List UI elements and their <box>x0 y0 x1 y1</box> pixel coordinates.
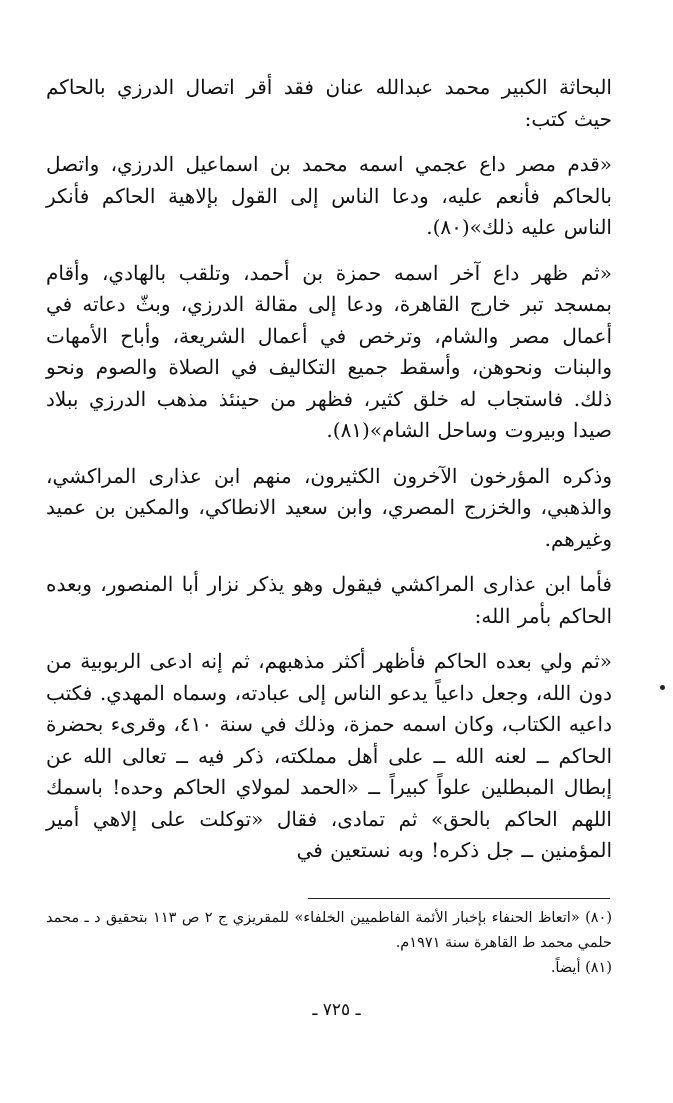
footnote-81: (٨١) أيضاً. <box>550 960 612 976</box>
page-number: ـ ٧٢٥ ـ <box>312 1000 361 1020</box>
paragraph-ibn-idhari: فأما ابن عذارى المراكشي فيقول وهو يذكر نزار أبا المنصور، وبعده الحاكم بأمر الله: <box>46 572 612 628</box>
page-body <box>46 72 612 881</box>
paragraph-intro: البحاثة الكبير محمد عبدالله عنان فقد أقر اتصال الدرزي بالحاكم حيث كتب: <box>46 75 612 131</box>
margin-mark <box>660 685 665 690</box>
paragraph-historians: وذكره المؤرخون الآخرون الكثيرون، منهم ابن عذارى المراكشي، والذهبي، والخزرج المصري، وابن سعيد الانطاكي، والمكين بن عميد وغيرهم. <box>46 463 612 551</box>
footnotes <box>46 906 612 981</box>
paragraph-quote-hakim: «ثم ولي بعده الحاكم فأظهر أكثر مذهبهم، ثم إنه ادعى الربوبية من دون الله، وجعل داعياً يدعو الناس إلى عبادته، وسماه المهدي. فكتب داعيه الكتاب، وكان اسمه حمزة، وذلك في سنة ٤١٠، وقرىء بحضرة الحاكم ــ لعنه الله ــ على أهل مملكته، ذكر فيه ــ تعالى الله عن إبطال المبطلين علواً كبيراً ــ «الحمد لمولاي الحاكم وحده! باسمك اللهم الحاكم بالحق» ثم تمادى، فقال «توكلت على إلاهي أمير المؤمنين ــ جل ذكره! وبه نستعين في <box>46 649 613 862</box>
footnote-divider <box>308 898 610 899</box>
paragraph-quote-darazi: «قدم مصر داع عجمي اسمه محمد بن اسماعيل الدرزي، واتصل بالحاكم فأنعم عليه، ودعا الناس إلى القول بإلاهية الحاكم فأنكر الناس عليه ذلك»(٨٠). <box>46 152 612 239</box>
paragraph-quote-hamza: «ثم ظهر داع آخر اسمه حمزة بن أحمد، وتلقب بالهادي، وأقام بمسجد تبر خارج القاهرة، ودعا إلى مقالة الدرزي، وبثّ دعاته في أعمال مصر والشام، وترخص في أعمال الشريعة، وأباح الأمهات والبنات ونحوهن، وأسقط جميع التكاليف في الصلاة والصوم ونحو ذلك. فاستجاب له خلق كثير، فظهر من حينئذ مذهب الدرزي ببلاد صيدا وبيروت وساحل الشام»(٨١). <box>46 260 612 442</box>
footnote-80: (٨٠) «اتعاظ الحنفاء بإخبار الأئمة الفاطميين الخلفاء» للمقريزي ج ٢ ص ١١٣ بتحقيق د ـ محمد حلمي محمد ط القاهرة سنة ١٩٧١م. <box>46 910 613 951</box>
